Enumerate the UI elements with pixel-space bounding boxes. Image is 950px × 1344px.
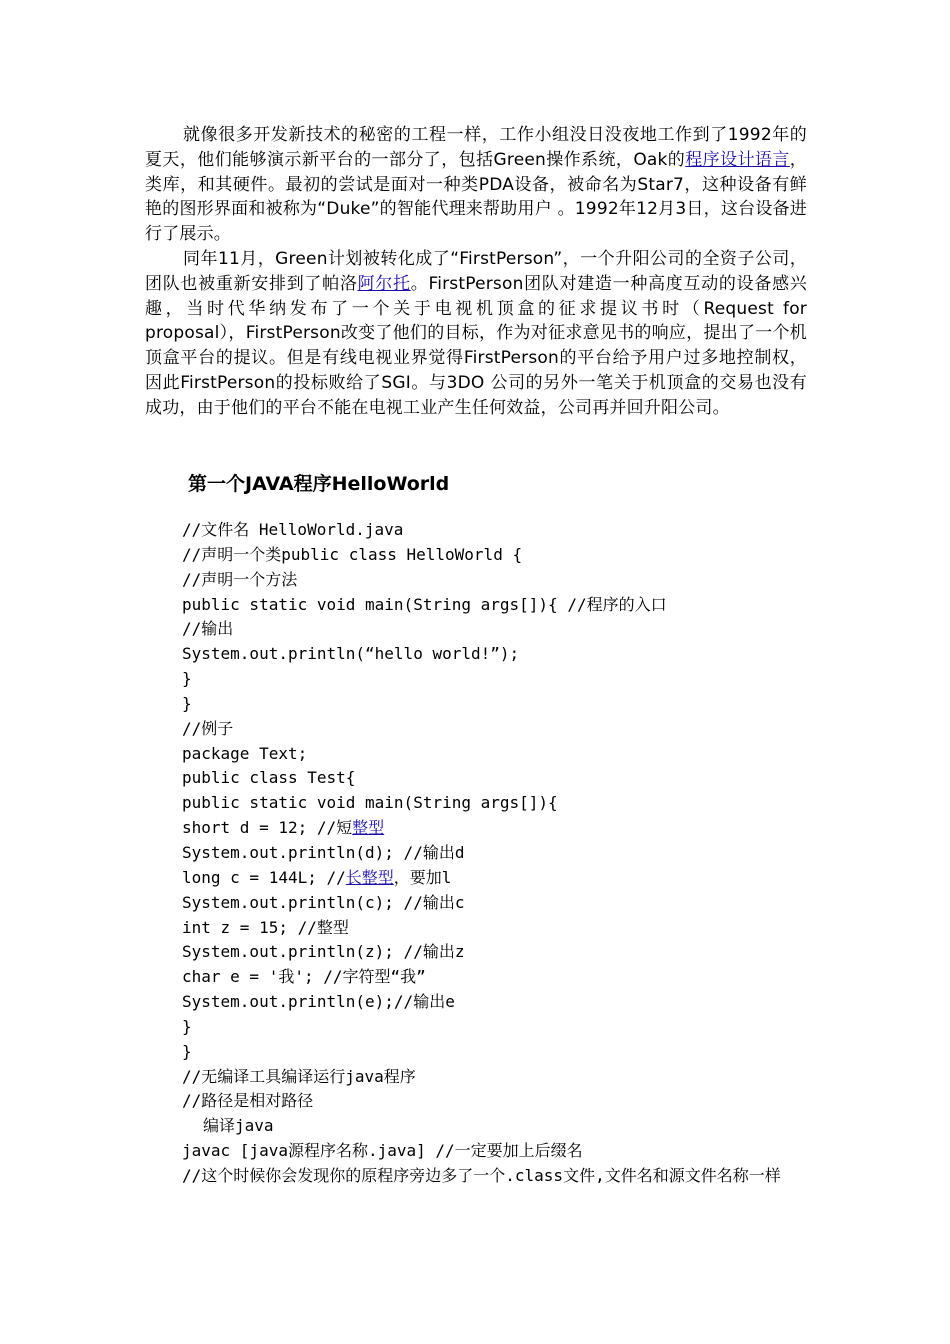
code-line [145,990,807,1015]
text-run: System.out.println(“hello world!”); [182,644,520,664]
code-line [145,1139,807,1164]
code-line [145,891,807,916]
text-run: } [182,669,192,689]
text-run: //无编译工具编译运行java程序 [182,1066,416,1086]
inline-link[interactable]: 程序设计语言 [685,149,790,170]
text-run: //这个时候你会发现你的原程序旁边多了一个.class文件,文件名和源文件名称一样 [182,1165,781,1185]
text-run: //例子 [182,718,234,738]
text-run: //文件名 HelloWorld.java [182,520,404,539]
code-line [145,568,807,593]
text-run: 。FirstPerson团队对建造一种高度互动的设备感兴趣，当时代华纳发布了一个关于电视机顶盒的征求提议书时（Request for proposal），FirstPerson改变了他们的目标，作为对征求意见书的响应，提出了一个机顶盒平台的提议。但是有线电视业界觉得FirstPerson的平台给予用户过多地控制权，因此FirstPerson的投标败给了SGI。与3DO 公司的另外一笔关于机顶盒的交易也没有成功，由于他们的平台不能在电视工业产生任何效益，公司再并回升阳公司。 [145,273,807,418]
code-line [145,816,807,841]
text-run: int z = 15; //整型 [182,917,349,937]
text-run: } [182,1041,192,1061]
code-line [145,916,807,941]
code-line [145,841,807,866]
code-line [145,1015,807,1040]
text-run: 编译java [203,1116,274,1136]
code-line [145,692,807,717]
text-run: 就像很多开发新技术的秘密的工程一样，工作小组没日没夜地工作到了1992年的夏天，他们能够演示新平台的一部分了，包括Green操作系统，Oak的 [145,125,807,170]
paragraph [145,247,807,421]
article-body [145,123,807,421]
code-line [145,642,807,667]
code-line [145,543,807,568]
text-run: System.out.println(d); //输出d [182,842,465,862]
code-listing [145,518,807,1189]
text-run: //声明一个方法 [182,569,298,589]
code-line [145,518,807,543]
text-run: //输出 [182,619,234,639]
text-run: public class Test{ [182,768,356,788]
inline-link[interactable]: 长整型 [345,867,394,887]
text-run: } [182,1016,192,1036]
code-line [145,593,807,618]
code-line [145,1164,807,1189]
code-line [145,1040,807,1065]
text-run: //路径是相对路径 [182,1091,314,1111]
inline-link[interactable]: 阿尔托 [357,273,411,294]
code-line [145,617,807,642]
text-run: long c = 144L; // [182,867,346,887]
text-run: short d = 12; //短 [182,818,353,838]
code-line [145,766,807,791]
text-run: } [182,693,192,713]
text-run: 同年11月，Green计划被转化成了“FirstPerson”，一个升阳公司的全资子公司，团队也被重新安排到了帕洛 [145,248,807,294]
text-run: System.out.println(e);//输出e [182,992,455,1012]
code-line [145,1089,807,1114]
code-line [145,742,807,767]
code-line [145,1065,807,1090]
paragraph [145,123,807,247]
text-run: public static void main(String args[]){ //程序的入口 [182,594,667,614]
text-run: char e = '我'; //字符型“我” [182,967,426,987]
text-run: //声明一个类public class HelloWorld { [182,544,523,564]
text-run: System.out.println(c); //输出c [182,892,465,912]
code-line [145,791,807,816]
text-run: ，类库，和其硬件。最初的尝试是面对一种类PDA设备，被命名为Star7，这种设备有鲜艳的图形界面和被称为“Duke”的智能代理来帮助用户 。1992年12月3日，这台设备进行了展示。 [145,149,807,245]
code-line [145,717,807,742]
text-run: System.out.println(z); //输出z [182,942,465,962]
text-run: public static void main(String args[]){ [182,793,558,813]
code-line [145,940,807,965]
inline-link[interactable]: 整型 [352,818,385,838]
text-run: javac [java源程序名称.java] //一定要加上后缀名 [182,1141,583,1161]
text-run: package Text; [182,743,308,763]
code-line [145,667,807,692]
text-run: ，要加l [393,867,452,887]
code-line [145,1114,807,1139]
code-line [145,965,807,990]
code-line [145,866,807,891]
section-heading: 第一个JAVA程序HelloWorld [188,473,450,495]
